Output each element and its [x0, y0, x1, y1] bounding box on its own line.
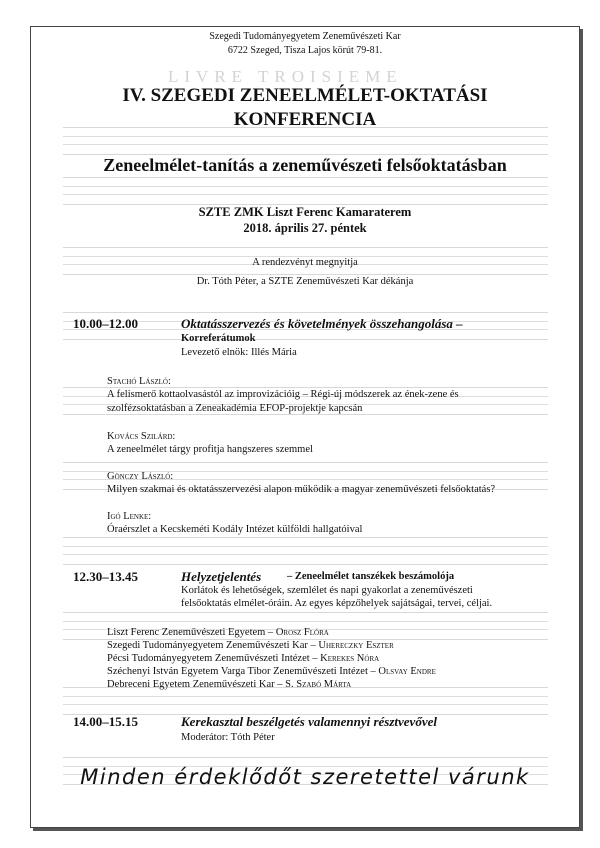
institution-row: [107, 652, 379, 665]
speaker-name: Igó Lenke:: [107, 511, 152, 522]
presenter-name: Orosz Flóra: [275, 627, 329, 638]
institution-row: [107, 678, 351, 691]
venue: SZTE ZMK Liszt Ferenc Kamaraterem: [198, 205, 412, 219]
session2-subtitle: – Zeneelmélet tanszékek beszámolója: [287, 571, 455, 582]
speaker-name: Stachó László:: [107, 376, 171, 387]
session3-title: Kerekasztal beszélgetés valamennyi résztvevővel: [181, 714, 437, 729]
title-line-1: IV. SZEGEDI ZENEELMÉLET-OKTATÁSI: [122, 85, 488, 106]
subtitle: Zeneelmélet-tanítás a zeneművészeti felsőoktatásban: [103, 155, 507, 175]
institution-row: [107, 626, 329, 639]
institution-row: [107, 665, 436, 678]
presenter-name: S. Szabó Márta: [285, 679, 352, 690]
talk-title: Óraérszlet a Kecskeméti Kodály Intézet külföldi hallgatóival: [107, 524, 363, 535]
talk-title: Milyen szakmai és oktatásszervezési alapon működik a magyar zeneművészeti felsőoktatás?: [107, 484, 496, 495]
poster-frame: [30, 26, 580, 828]
speaker-name: Gönczy László:: [107, 471, 174, 482]
presenter-name: Uhereczky Eszter: [318, 640, 394, 651]
date: 2018. április 27. péntek: [243, 221, 367, 235]
presenter-name: Olsvay Endre: [378, 666, 436, 677]
talk-title: A zeneelmélet tárgy profitja hangszeres szemmel: [107, 444, 313, 455]
background-title: LIVRE TROISIEME: [168, 67, 403, 86]
closing-invitation: Minden érdeklődőt szeretettel várunk: [80, 765, 530, 789]
institution-name: Pécsi Tudományegyetem Zeneművészeti Intézet –: [107, 653, 321, 664]
talk-title: szolfézsoktatásban a Zeneakadémia EFOP-projektje kapcsán: [107, 403, 363, 414]
session2-title: Helyzetjelentés: [181, 569, 262, 584]
presenter-name: Kerekes Nóra: [320, 653, 380, 664]
institution-name: Liszt Ferenc Zeneművészeti Egyetem –: [107, 627, 276, 638]
institution-name: Debreceni Egyetem Zeneművészeti Kar –: [107, 679, 286, 690]
talk-title: A felismerő kottaolvasástól az improvizációig – Régi-új módszerek az ének-zene és: [107, 389, 459, 400]
session2-desc-2: felsőoktatás elmélet-óráin. Az egyes képzőhelyek sajátságai, tervei, céljai.: [181, 598, 493, 609]
institution-name: Szegedi Tudományegyetem Zeneművészeti Kar –: [107, 640, 319, 651]
opening-line-2: Dr. Tóth Péter, a SZTE Zeneművészeti Kar dékánja: [196, 276, 414, 287]
session2-desc-1: Korlátok és lehetőségek, szemlélet és napi gyakorlat a zeneművészeti: [181, 585, 473, 596]
session1-time: 10.00–12.00: [73, 316, 138, 331]
session3-time: 14.00–15.15: [73, 714, 138, 729]
session2-time: 12.30–13.45: [73, 569, 138, 584]
institution-name: Széchenyi István Egyetem Varga Tibor Zeneművészeti Intézet –: [107, 666, 379, 677]
session1-title: Oktatásszervezés és követelmények összehangolása –: [181, 316, 463, 331]
session3-moderator: Moderátor: Tóth Péter: [181, 732, 275, 743]
opening-line-1: A rendezvényt megnyitja: [252, 257, 358, 268]
header-institution: Szegedi Tudományegyetem Zeneművészeti Kar: [209, 31, 401, 42]
speaker-name: Kovács Szilárd:: [107, 431, 176, 442]
session1-subtitle: Korreferátumok: [181, 333, 256, 344]
title-line-2: KONFERENCIA: [233, 109, 377, 130]
header-address: 6722 Szeged, Tisza Lajos körút 79-81.: [227, 45, 383, 56]
institution-row: [107, 639, 394, 652]
session1-chair: Levezető elnök: Illés Mária: [181, 347, 297, 358]
